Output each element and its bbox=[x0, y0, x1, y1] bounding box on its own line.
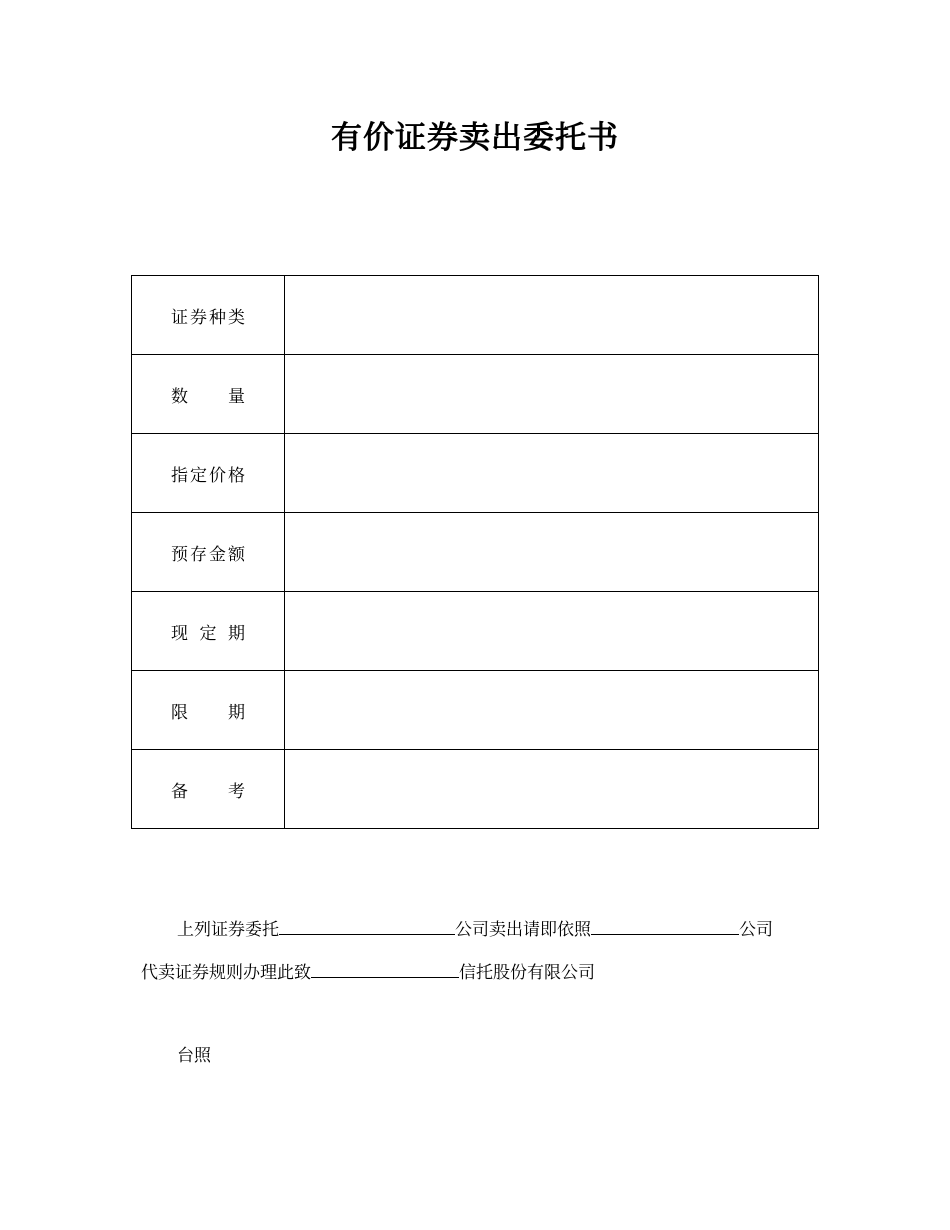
fixed-term-field[interactable] bbox=[285, 592, 819, 671]
row-label-specified-price: 指定价格 bbox=[132, 434, 285, 513]
table-row bbox=[132, 513, 819, 592]
time-limit-field[interactable] bbox=[285, 671, 819, 750]
trust-company-blank-field[interactable] bbox=[311, 959, 459, 978]
closing-text: 台照 bbox=[177, 1046, 211, 1066]
table-row bbox=[132, 276, 819, 355]
row-label-quantity: 数 量 bbox=[132, 355, 285, 434]
row-label-time-limit: 限 期 bbox=[132, 671, 285, 750]
table-row bbox=[132, 671, 819, 750]
security-type-field[interactable] bbox=[285, 276, 819, 355]
entrustment-paragraph-line-2 bbox=[141, 959, 595, 984]
entrustment-paragraph-line-1 bbox=[177, 916, 773, 941]
table-row bbox=[132, 434, 819, 513]
row-label-deposit-amount: 预存金额 bbox=[132, 513, 285, 592]
paragraph-text: 代卖证券规则办理此致 bbox=[141, 963, 311, 983]
company-blank-field[interactable] bbox=[279, 916, 455, 935]
table-row bbox=[132, 592, 819, 671]
row-label-remarks: 备 考 bbox=[132, 750, 285, 829]
row-label-security-type: 证券种类 bbox=[132, 276, 285, 355]
paragraph-text: 公司卖出请即依照 bbox=[455, 920, 591, 940]
entrustment-table bbox=[131, 275, 819, 829]
paragraph-text: 上列证券委托 bbox=[177, 920, 279, 940]
document-title: 有价证券卖出委托书 bbox=[331, 120, 619, 156]
table-row bbox=[132, 355, 819, 434]
paragraph-text: 信托股份有限公司 bbox=[459, 963, 595, 983]
specified-price-field[interactable] bbox=[285, 434, 819, 513]
row-label-fixed-term: 现 定 期 bbox=[132, 592, 285, 671]
deposit-amount-field[interactable] bbox=[285, 513, 819, 592]
quantity-field[interactable] bbox=[285, 355, 819, 434]
paragraph-text: 公司 bbox=[739, 920, 773, 940]
remarks-field[interactable] bbox=[285, 750, 819, 829]
table-row bbox=[132, 750, 819, 829]
agent-company-blank-field[interactable] bbox=[591, 916, 739, 935]
